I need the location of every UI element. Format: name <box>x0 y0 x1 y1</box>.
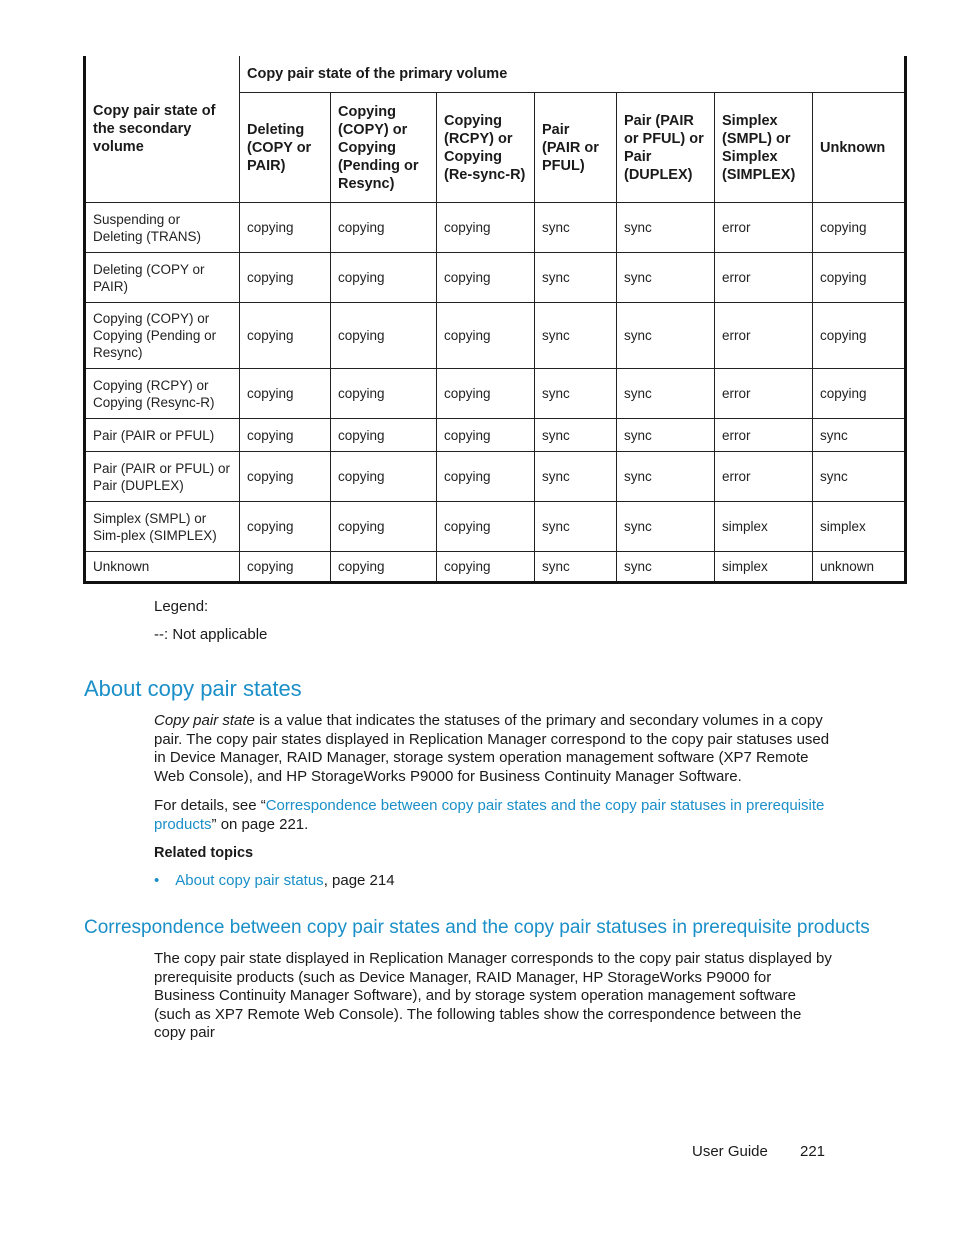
table-cell: copying <box>240 552 331 583</box>
table-row <box>85 452 906 502</box>
column-header: Deleting (COPY or PAIR) <box>240 93 331 203</box>
table-cell: copying <box>240 303 331 369</box>
table-cell: copying <box>813 203 906 253</box>
table-cell: simplex <box>715 502 813 552</box>
details-suffix: ” on page 221. <box>211 815 309 833</box>
row-label: Simplex (SMPL) or Sim-plex (SIMPLEX) <box>85 502 240 552</box>
row-label: Pair (PAIR or PFUL) <box>85 419 240 452</box>
about-paragraph-text: is a value that indicates the statuses of the primary and secondary volumes in a copy pair. The copy pair states displayed in Replication Manager correspond to the copy pair statuses used in Device Manager, RAID Manager, storage system operation management software (XP7 Remote Web Console), and HP StorageWorks P9000 for Business Continuity Manager Software. <box>154 712 830 785</box>
table-cell: copying <box>813 253 906 303</box>
table-cell: copying <box>331 419 437 452</box>
details-paragraph <box>154 797 834 834</box>
table-cell: copying <box>437 452 535 502</box>
row-label: Pair (PAIR or PFUL) or Pair (DUPLEX) <box>85 452 240 502</box>
table-cell: copying <box>240 419 331 452</box>
table-cell: copying <box>331 502 437 552</box>
table-body <box>85 203 906 583</box>
table-cell: sync <box>617 253 715 303</box>
copy-pair-state-table-wrapper <box>83 56 904 584</box>
table-cell: sync <box>535 552 617 583</box>
table-cell: sync <box>813 419 906 452</box>
table-cell: copying <box>437 303 535 369</box>
legend-title: Legend: <box>154 598 209 615</box>
corner-header: Copy pair state of the secondary volume <box>85 56 240 203</box>
related-topic-item <box>154 872 834 891</box>
table-cell: copying <box>331 203 437 253</box>
column-header: Pair (PAIR or PFUL) or Pair (DUPLEX) <box>617 93 715 203</box>
table-cell: sync <box>617 369 715 419</box>
table-cell: sync <box>535 203 617 253</box>
table-row <box>85 303 906 369</box>
table-cell: sync <box>617 303 715 369</box>
column-header: Pair (PAIR or PFUL) <box>535 93 617 203</box>
table-cell: copying <box>437 419 535 452</box>
table-cell: copying <box>331 552 437 583</box>
row-label: Copying (COPY) or Copying (Pending or Resync) <box>85 303 240 369</box>
table-cell: copying <box>331 369 437 419</box>
table-cell: error <box>715 419 813 452</box>
table-cell: error <box>715 303 813 369</box>
table-row <box>85 502 906 552</box>
about-paragraph <box>154 712 834 786</box>
table-cell: simplex <box>813 502 906 552</box>
primary-group-header: Copy pair state of the primary volume <box>240 56 906 93</box>
table-row <box>85 203 906 253</box>
table-cell: sync <box>535 253 617 303</box>
bullet-icon: • <box>154 872 160 889</box>
table-cell: error <box>715 452 813 502</box>
about-copy-pair-status-link[interactable]: About copy pair status <box>175 872 324 889</box>
table-cell: copying <box>240 452 331 502</box>
table-cell: sync <box>617 502 715 552</box>
table-cell: copying <box>437 203 535 253</box>
table-cell: sync <box>617 419 715 452</box>
copy-pair-state-table <box>83 56 907 584</box>
footer-page-number: 221 <box>800 1143 826 1160</box>
table-cell: sync <box>617 552 715 583</box>
table-cell: sync <box>535 369 617 419</box>
table-cell: sync <box>813 452 906 502</box>
column-header: Unknown <box>813 93 906 203</box>
table-cell: copying <box>437 502 535 552</box>
related-topics-heading: Related topics <box>154 845 254 861</box>
table-cell: copying <box>813 303 906 369</box>
table-cell: sync <box>535 303 617 369</box>
column-header: Copying (RCPY) or Copying (Re-sync-R) <box>437 93 535 203</box>
table-cell: sync <box>535 502 617 552</box>
correspondence-link[interactable]: Correspondence between copy pair states and the copy pair statuses in prerequisite products <box>154 797 825 833</box>
related-topic-suffix: , page 214 <box>323 872 395 889</box>
correspondence-paragraph: The copy pair state displayed in Replication Manager corresponds to the copy pair status displayed by prerequisite products (such as Device Manager, RAID Manager, HP StorageWorks P9000 for Business Continuity Manager Software), and by storage system operation management software (such as XP7 Remote Web Console). The following tables show the correspondence between the copy pair <box>154 950 832 1041</box>
table-cell: copying <box>240 253 331 303</box>
row-label: Copying (RCPY) or Copying (Resync-R) <box>85 369 240 419</box>
table-cell: copying <box>437 369 535 419</box>
table-row <box>85 552 906 583</box>
table-cell: copying <box>240 502 331 552</box>
table-cell: copying <box>240 369 331 419</box>
table-cell: error <box>715 253 813 303</box>
term-copy-pair-state: Copy pair state <box>154 712 255 729</box>
table-row <box>85 253 906 303</box>
legend-item: --: Not applicable <box>154 626 268 643</box>
row-label: Unknown <box>85 552 240 583</box>
table-cell: sync <box>617 452 715 502</box>
table-cell: copying <box>813 369 906 419</box>
table-cell: copying <box>331 303 437 369</box>
table-cell: copying <box>437 552 535 583</box>
section-heading-about: About copy pair states <box>84 676 302 701</box>
table-row <box>85 369 906 419</box>
row-label: Deleting (COPY or PAIR) <box>85 253 240 303</box>
details-prefix: For details, see “ <box>154 797 266 814</box>
table-cell: copying <box>331 452 437 502</box>
table-cell: sync <box>617 203 715 253</box>
table-cell: copying <box>331 253 437 303</box>
table-row <box>85 419 906 452</box>
table-cell: error <box>715 203 813 253</box>
column-header: Simplex (SMPL) or Simplex (SIMPLEX) <box>715 93 813 203</box>
section-heading-correspondence: Correspondence between copy pair states and the copy pair statuses in prerequisite products <box>84 917 870 938</box>
row-label: Suspending or Deleting (TRANS) <box>85 203 240 253</box>
table-cell: copying <box>240 203 331 253</box>
table-cell: sync <box>535 419 617 452</box>
table-cell: copying <box>437 253 535 303</box>
footer-guide-label: User Guide <box>692 1143 768 1160</box>
table-cell: unknown <box>813 552 906 583</box>
column-header: Copying (COPY) or Copying (Pending or Resync) <box>331 93 437 203</box>
table-cell: simplex <box>715 552 813 583</box>
table-cell: sync <box>535 452 617 502</box>
table-cell: error <box>715 369 813 419</box>
